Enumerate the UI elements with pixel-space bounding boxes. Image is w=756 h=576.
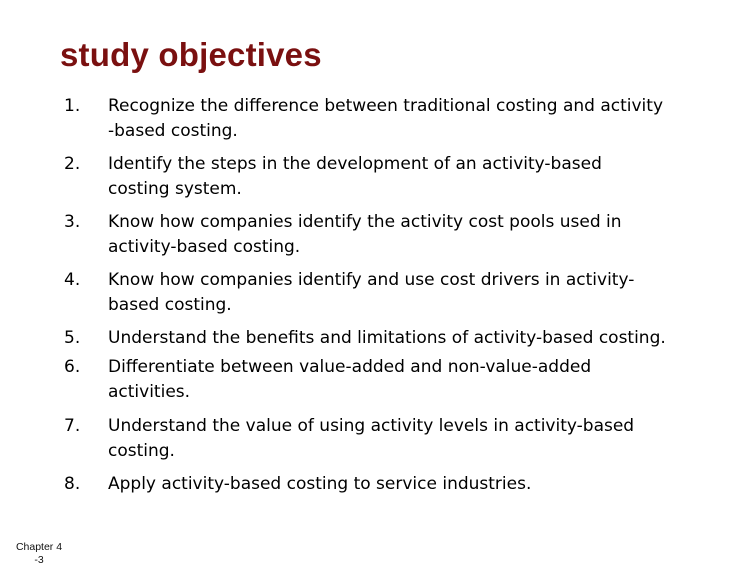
objective-text-line-2: based costing.	[108, 295, 232, 315]
objective-number: 5.	[64, 328, 81, 348]
objective-text-line-1: Understand the value of using activity levels in activity-based	[108, 416, 635, 436]
objective-text-line-2: activity-based costing.	[108, 237, 301, 257]
objective-text-line-2: -based costing.	[108, 121, 238, 141]
objective-number: 7.	[64, 416, 81, 436]
objective-text-line-1: Differentiate between value-added and non-value-added	[108, 357, 592, 377]
objective-text-line-1: Know how companies identify and use cost drivers in activity-	[108, 270, 635, 290]
objective-text-line-1: Know how companies identify the activity cost pools used in	[108, 212, 622, 232]
objective-number: 3.	[64, 212, 81, 232]
objective-text-line-1: Identify the steps in the development of an activity-based	[108, 154, 602, 174]
objective-text-line-1: Understand the benefits and limitations of activity-based costing.	[108, 328, 666, 348]
objective-text-line-2: activities.	[108, 382, 191, 402]
objective-number: 1.	[64, 96, 81, 116]
objective-text-line-2: costing.	[108, 441, 175, 461]
objective-number: 4.	[64, 270, 81, 290]
objective-number: 2.	[64, 154, 81, 174]
footer-chapter-label: Chapter 4	[15, 541, 63, 553]
objective-number: 8.	[64, 474, 81, 494]
chapter-footer	[10, 541, 68, 567]
objective-text-line-2: costing system.	[108, 179, 242, 199]
objective-text-line-1: Recognize the difference between traditional costing and activity	[108, 96, 663, 116]
objective-text-line-1: Apply activity-based costing to service industries.	[108, 474, 532, 494]
objective-number: 6.	[64, 357, 81, 377]
slide-title: study objectives	[60, 36, 322, 73]
footer-page-number: -3	[34, 554, 44, 566]
